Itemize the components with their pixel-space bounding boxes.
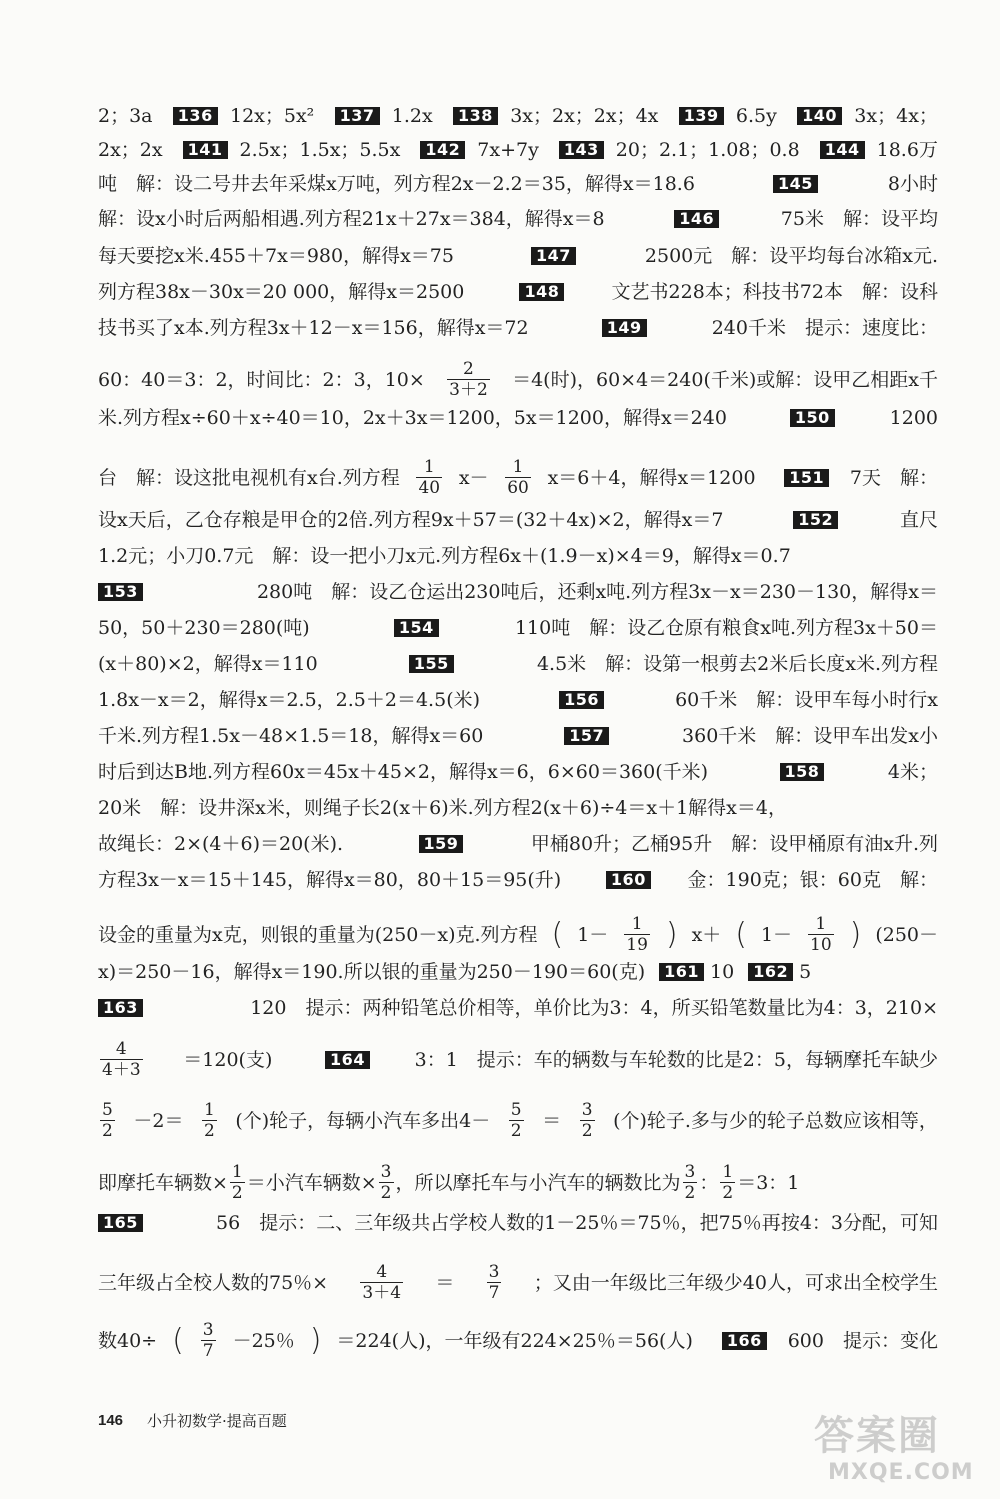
question-number-badge: 145: [773, 175, 818, 193]
text-segment: 技书买了x本.列方程3x＋12－x＝156，解得x＝72: [98, 317, 529, 339]
fraction: [379, 1162, 394, 1203]
text-segment: 金：190克；银：60克 解：: [687, 869, 938, 891]
text-segment: 56 提示：二、三年级共占学校人数的1－25％＝75％，把75％再按4：3分配，可知: [216, 1212, 938, 1234]
text-segment: 60：40＝3：2，时间比：2：3，10×: [98, 368, 425, 391]
text-segment: ＝224(人)，一年级有224×25％＝56(人): [336, 1329, 693, 1352]
text-segment: 千米.列方程1.5x－48×1.5＝18，解得x＝60: [98, 725, 484, 747]
text-segment: 2.5x；1.5x；5.5x: [239, 139, 401, 161]
fraction-denominator: 19: [626, 935, 648, 955]
text-segment: 280吨 解：设乙仓运出230吨后，还剩x吨.列方程3x－x＝230－130，解得x＝: [256, 581, 938, 603]
fraction-numerator: 5: [510, 1100, 522, 1120]
question-number-badge: 162: [748, 963, 793, 981]
text-segment: －2＝: [133, 1109, 184, 1132]
text-segment: ：: [699, 1171, 719, 1194]
text-line: [98, 615, 938, 641]
fraction-numerator: 1: [423, 457, 435, 477]
fraction-numerator: 4: [115, 1039, 127, 1059]
question-number-badge: 157: [564, 727, 609, 745]
fraction-denominator: 40: [418, 478, 441, 498]
fraction-denominator: 60: [507, 478, 529, 498]
fraction: [100, 1039, 143, 1080]
text-segment: x)＝250－16，解得x＝190.所以银的重量为250－190＝60(克): [98, 961, 646, 983]
text-line: [98, 995, 938, 1021]
text-segment: 75米 解：设平均: [780, 208, 938, 230]
question-number-badge: 147: [531, 247, 576, 265]
question-number-badge: 159: [419, 835, 464, 853]
fraction: [720, 1162, 735, 1203]
question-number-badge: 155: [409, 655, 454, 673]
text-segment: x－: [458, 466, 489, 489]
question-number-badge: 146: [674, 210, 719, 228]
text-segment: 即摩托车辆数×: [98, 1171, 228, 1194]
text-line: [98, 243, 938, 269]
text-segment: 每天要挖x米.455＋7x＝980，解得x＝75: [98, 245, 454, 267]
text-segment: 设x天后，乙仓存粮是甲仓的2倍.列方程9x＋57＝(32＋4x)×2，解得x＝7: [98, 509, 724, 531]
fraction-denominator: 2: [231, 1183, 243, 1203]
fraction-numerator: 2: [463, 359, 474, 379]
question-number-badge: 149: [602, 319, 647, 337]
fraction-denominator: 4＋3: [102, 1060, 141, 1080]
question-number-badge: 152: [793, 511, 838, 529]
text-segment: 20米 解：设井深x米，则绳子长2(x＋6)米.列方程2(x＋6)÷4＝x＋1解得x＝4，: [98, 797, 787, 819]
text-segment: 360千米 解：设甲车出发x小: [682, 725, 938, 747]
text-segment: 7天 解：: [849, 466, 938, 489]
large-parenthesis: ): [849, 916, 862, 952]
text-segment: 方程3x－x＝15＋145，解得x＝80，80＋15＝95(升): [98, 869, 562, 891]
text-segment: 台 解：设这批电视机有x台.列方程: [98, 466, 400, 489]
page-footer: [98, 1410, 287, 1431]
question-number-badge: 158: [780, 763, 825, 781]
text-segment: 120 提示：两种铅笔总价相等，单价比为3：4，所买铅笔数量比为4：3，210×: [250, 997, 938, 1019]
text-segment: ＝: [542, 1109, 562, 1132]
text-segment: ＝120(支): [183, 1048, 273, 1071]
text-line: [98, 543, 938, 569]
question-number-badge: 138: [453, 107, 498, 125]
text-segment: (250－: [875, 923, 938, 946]
text-line: [98, 914, 938, 955]
text-segment: 故绳长：2×(4＋6)＝20(米).: [98, 833, 344, 855]
question-number-badge: 142: [420, 141, 465, 159]
text-segment: 1－: [577, 923, 609, 946]
text-line: [98, 651, 938, 677]
question-number-badge: 164: [325, 1051, 370, 1069]
fraction-numerator: 1: [631, 914, 643, 934]
text-line: [98, 315, 938, 341]
fraction: [509, 1100, 524, 1141]
fraction: [416, 457, 442, 498]
text-line: [98, 959, 938, 985]
text-segment: 7x+7y: [477, 139, 539, 161]
text-segment: 4米；: [887, 761, 938, 783]
text-segment: 1200: [889, 407, 938, 429]
fraction-denominator: 2: [203, 1121, 215, 1141]
large-parenthesis: ): [665, 916, 678, 952]
text-segment: 12x；5x²: [229, 105, 315, 127]
text-segment: ，所以摩托车与小汽车的辆数比为: [395, 1171, 681, 1194]
fraction-numerator: 3: [202, 1320, 214, 1340]
text-segment: 时后到达B地.列方程60x＝45x＋45×2，解得x＝6，6×60＝360(千米): [98, 761, 709, 783]
fraction-denominator: 7: [202, 1341, 214, 1361]
text-segment: (个)轮子.多与少的轮子总数应该相等，: [613, 1109, 938, 1132]
text-segment: x＝6＋4，解得x＝1200: [547, 466, 756, 489]
question-number-badge: 137: [335, 107, 380, 125]
question-number-badge: 141: [183, 141, 228, 159]
question-number-badge: 136: [173, 107, 218, 125]
fraction: [808, 914, 834, 955]
question-number-badge: 163: [98, 999, 143, 1017]
watermark-url: MXQE.COM: [828, 1460, 974, 1485]
fraction-denominator: 3＋4: [362, 1283, 402, 1303]
watermark-logo: [808, 1404, 974, 1494]
text-line: [98, 1320, 938, 1361]
text-segment: 设金的重量为x克，则银的重量为(250－x)克.列方程: [98, 923, 538, 946]
large-parenthesis: (: [172, 1322, 184, 1358]
fraction-numerator: 5: [102, 1100, 113, 1120]
question-number-badge: 166: [722, 1332, 767, 1350]
fraction: [683, 1162, 698, 1203]
text-segment: 3x；4x；: [854, 105, 938, 127]
book-title: 小升初数学·提高百题: [147, 1412, 287, 1430]
text-segment: 甲桶80升；乙桶95升 解：设甲桶原有油x升.列: [530, 833, 938, 855]
text-segment: ＝4(时)，60×4＝240(千米)或解：设甲乙相距x千: [512, 368, 938, 391]
text-segment: 1.2元；小刀0.7元 解：设一把小刀x元.列方程6x＋(1.9－x)×4＝9，解得x＝0.7: [98, 545, 791, 567]
text-line: [98, 171, 938, 197]
fraction: [360, 1262, 403, 1303]
fraction-numerator: 4: [376, 1262, 388, 1282]
fraction: [505, 457, 531, 498]
text-line: [98, 1262, 938, 1303]
fraction-denominator: 2: [581, 1121, 593, 1141]
text-line: [98, 831, 938, 857]
fraction-denominator: 2: [102, 1121, 113, 1141]
text-line: [98, 795, 938, 821]
text-line: [98, 507, 938, 533]
text-segment: ＝: [435, 1271, 455, 1294]
fraction-denominator: 10: [810, 935, 832, 955]
text-line: [98, 687, 938, 713]
question-number-badge: 154: [394, 619, 439, 637]
text-segment: 1.2x: [391, 105, 433, 127]
text-segment: 6.5y: [735, 105, 777, 127]
text-segment: 2；3a: [98, 105, 153, 127]
text-segment: (x＋80)×2，解得x＝110: [98, 653, 318, 675]
text-segment: 直尺: [899, 509, 938, 531]
fraction-denominator: 7: [488, 1283, 500, 1303]
text-line: [98, 1100, 938, 1141]
text-segment: 600 提示：变化: [787, 1329, 938, 1352]
text-line: [98, 137, 938, 163]
text-line: [98, 867, 938, 893]
fraction: [100, 1100, 115, 1141]
text-segment: 110吨 解：设乙仓原有粮食x吨.列方程3x＋50＝: [514, 617, 938, 639]
text-segment: 240千米 提示：速度比：: [711, 317, 938, 339]
text-segment: 吨 解：设二号井去年采煤x万吨，列方程2x－2.2＝35，解得x＝18.6: [98, 173, 695, 195]
fraction-numerator: 3: [380, 1162, 392, 1182]
fraction: [624, 914, 650, 955]
watermark-text: 答案圈: [814, 1413, 940, 1459]
question-number-badge: 156: [559, 691, 604, 709]
text-segment: 5: [799, 961, 812, 983]
text-segment: 10: [710, 961, 735, 983]
text-segment: 2500元 解：设平均每台冰箱x元.: [644, 245, 938, 267]
text-segment: ；又由一年级比三年级少40人，可求出全校学生: [533, 1271, 938, 1294]
fraction-denominator: 3＋2: [449, 380, 488, 400]
text-segment: 解：设x小时后两船相遇.列方程21x＋27x＝384，解得x＝8: [98, 208, 605, 230]
fraction: [580, 1100, 595, 1141]
question-number-badge: 153: [98, 583, 143, 601]
fraction-numerator: 1: [203, 1100, 215, 1120]
question-number-badge: 151: [784, 469, 829, 487]
fraction-denominator: 2: [722, 1183, 734, 1203]
large-parenthesis: (: [735, 916, 747, 952]
text-segment: (个)轮子，每辆小汽车多出4－: [235, 1109, 491, 1132]
text-segment: ＝小汽车辆数×: [246, 1171, 377, 1194]
fraction: [230, 1162, 245, 1203]
text-line: [98, 279, 938, 305]
question-number-badge: 161: [659, 963, 704, 981]
text-segment: 1－: [760, 923, 793, 946]
text-line: [98, 1039, 938, 1080]
text-line: [98, 103, 938, 129]
text-segment: 20；2.1；1.08；0.8: [615, 139, 800, 161]
fraction-numerator: 1: [231, 1162, 243, 1182]
fraction-numerator: 1: [722, 1162, 734, 1182]
question-number-badge: 143: [559, 141, 604, 159]
text-segment: 4.5米 解：设第一根剪去2米后长度x米.列方程: [536, 653, 938, 675]
question-number-badge: 140: [797, 107, 842, 125]
text-segment: 60千米 解：设甲车每小时行x: [675, 689, 938, 711]
text-line: [98, 457, 938, 498]
text-segment: 数40÷: [98, 1329, 158, 1352]
fraction: [447, 359, 490, 400]
fraction: [487, 1262, 502, 1303]
text-line: [98, 579, 938, 605]
fraction-numerator: 3: [684, 1162, 696, 1182]
text-segment: 50，50＋230＝280(吨): [98, 617, 310, 639]
fraction-numerator: 1: [815, 914, 827, 934]
fraction-numerator: 3: [488, 1262, 500, 1282]
text-segment: 3：1 提示：车的辆数与车轮数的比是2：5，每辆摩托车缺少: [414, 1048, 938, 1071]
fraction: [201, 1320, 216, 1361]
text-line: [98, 206, 938, 232]
question-number-badge: 144: [820, 141, 865, 159]
text-line: [98, 1162, 938, 1203]
text-segment: 米.列方程x÷60＋x÷40＝10，2x＋3x＝1200，5x＝1200，解得x＝240: [98, 407, 727, 429]
large-parenthesis: ): [309, 1322, 322, 1358]
text-segment: 18.6万: [876, 139, 938, 161]
text-line: [98, 1210, 938, 1236]
fraction-denominator: 2: [510, 1121, 522, 1141]
page-number: 146: [98, 1412, 124, 1429]
text-line: [98, 359, 938, 400]
text-segment: ＝3：1: [737, 1171, 800, 1194]
question-number-badge: 148: [519, 283, 564, 301]
text-segment: 文艺书228本；科技书72本 解：设科: [611, 281, 938, 303]
text-segment: －25％: [232, 1329, 295, 1352]
text-segment: 8小时: [887, 173, 938, 195]
question-number-badge: 165: [98, 1214, 143, 1232]
question-number-badge: 139: [679, 107, 724, 125]
large-parenthesis: (: [551, 916, 564, 952]
text-segment: 1.8x－x＝2，解得x＝2.5，2.5＋2＝4.5(米): [98, 689, 481, 711]
fraction-denominator: 2: [684, 1183, 696, 1203]
text-segment: 3x；2x；2x；4x: [510, 105, 659, 127]
text-line: [98, 759, 938, 785]
question-number-badge: 150: [790, 409, 835, 427]
fraction-numerator: 3: [581, 1100, 593, 1120]
text-segment: x＋: [691, 923, 722, 946]
text-segment: 2x；2x: [98, 139, 163, 161]
fraction-numerator: 1: [512, 457, 524, 477]
text-segment: 列方程38x－30x＝20 000，解得x＝2500: [98, 281, 465, 303]
text-line: [98, 723, 938, 749]
text-segment: 三年级占全校人数的75％×: [98, 1271, 329, 1294]
text-line: [98, 405, 938, 431]
fraction: [202, 1100, 217, 1141]
fraction-denominator: 2: [380, 1183, 392, 1203]
question-number-badge: 160: [606, 871, 651, 889]
